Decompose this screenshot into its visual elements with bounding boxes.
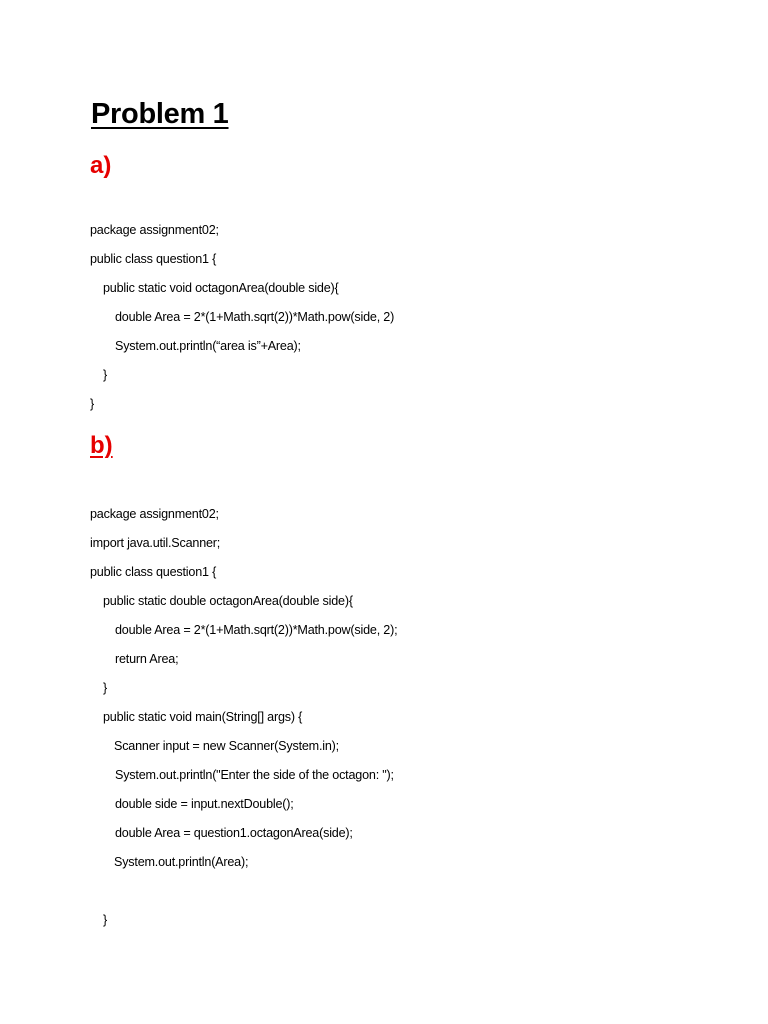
code-line: System.out.println("Enter the side of the octagon: "); — [115, 768, 394, 782]
code-line — [90, 881, 397, 910]
code-line: public static double octagonArea(double side){ — [103, 594, 353, 608]
code-line: public class question1 { — [90, 252, 217, 266]
code-line: public static void octagonArea(double side){ — [103, 281, 339, 295]
code-block-b — [90, 504, 397, 939]
code-line: } — [103, 913, 108, 927]
code-line: } — [90, 397, 95, 411]
section-b-heading: b) — [90, 432, 113, 459]
code-line: double Area = question1.octagonArea(side); — [115, 826, 353, 840]
code-line: Scanner input = new Scanner(System.in); — [114, 739, 339, 753]
code-line: public class question1 { — [90, 565, 217, 579]
code-line: } — [103, 681, 108, 695]
code-line: double Area = 2*(1+Math.sqrt(2))*Math.pow(side, 2); — [115, 623, 398, 637]
code-line: package assignment02; — [90, 507, 219, 521]
code-line: } — [103, 368, 108, 382]
code-line: import java.util.Scanner; — [90, 536, 221, 550]
section-a-heading: a) — [90, 152, 112, 179]
code-line: double side = input.nextDouble(); — [115, 797, 294, 811]
page-title: Problem 1 — [91, 98, 229, 130]
code-line: System.out.println(Area); — [114, 855, 249, 869]
code-line: return Area; — [115, 652, 179, 666]
code-line: double Area = 2*(1+Math.sqrt(2))*Math.pow(side, 2) — [115, 310, 395, 324]
code-line: package assignment02; — [90, 223, 219, 237]
code-line: public static void main(String[] args) { — [103, 710, 303, 724]
code-line: System.out.println(“area is”+Area); — [115, 339, 301, 353]
code-block-a — [90, 220, 394, 423]
